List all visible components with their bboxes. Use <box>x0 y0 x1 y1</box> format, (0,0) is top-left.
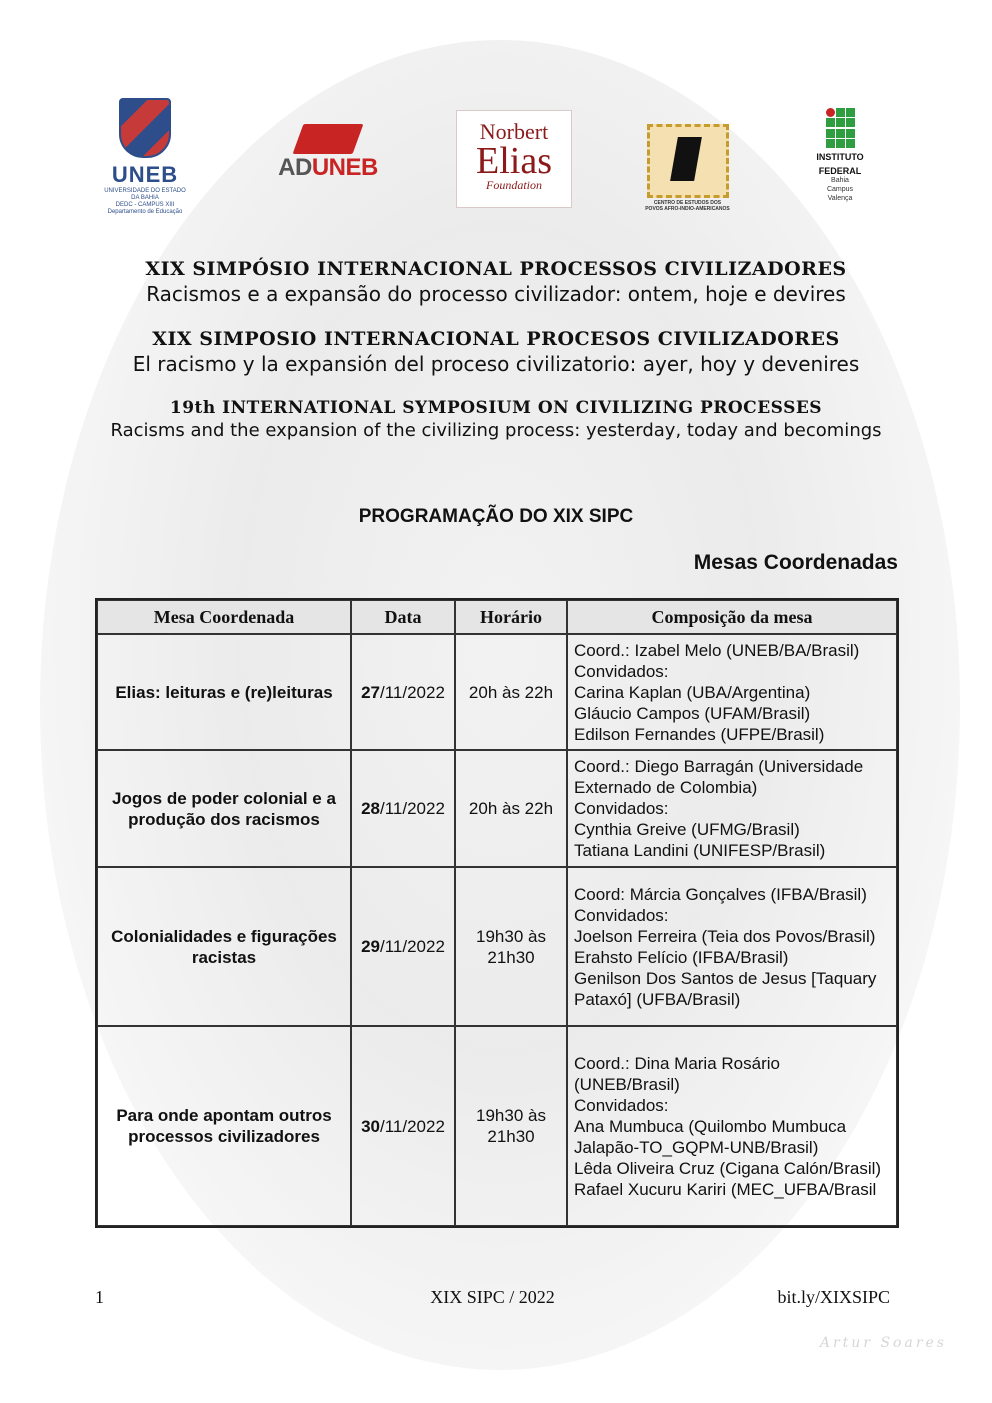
composition-line: Tatiana Landini (UNIFESP/Brasil) <box>574 841 826 860</box>
header-data: Data <box>351 600 455 634</box>
mesa-composition <box>567 750 897 867</box>
aduneb-logo: ADUNEB <box>268 124 388 182</box>
composition-line: Lêda Oliveira Cruz (Cigana Calón/Brasil) <box>574 1158 882 1178</box>
composition-line: Rafael Xucuru Kariri (MEC_UFBA/Brasil <box>574 1179 877 1199</box>
mesa-date: 28/11/2022 <box>351 750 455 867</box>
composition-line: Convidados: <box>574 1095 669 1115</box>
subtitle-en: Racisms and the expansion of the civilizing process: yesterday, today and becomings <box>110 420 882 441</box>
header-composicao: Composição da mesa <box>567 600 897 634</box>
table-row <box>97 1026 897 1226</box>
header-mesa: Mesa Coordenada <box>97 600 351 634</box>
composition-line: Coord.: Diego Barragán (Universidade Externado de Colombia) <box>574 757 864 797</box>
title-en: 19th INTERNATIONAL SYMPOSIUM ON CIVILIZING PROCESSES <box>169 398 823 418</box>
mesa-time: 20h às 22h <box>455 634 567 750</box>
schedule-table <box>95 598 899 1228</box>
cepaia-stamp-icon <box>647 124 729 198</box>
composition-line: Edilson Fernandes (UFPE/Brasil) <box>574 724 825 744</box>
table-row <box>97 867 897 1026</box>
mesa-composition <box>567 634 897 750</box>
composition-line: Convidados: <box>574 905 669 925</box>
title-block-es <box>60 328 932 376</box>
mesas-heading: Mesas Coordenadas <box>693 551 898 574</box>
composition-line: Ana Mumbuca (Quilombo Mumbuca Jalapão-TO_GQPM-UNB/Brasil) <box>574 1116 847 1157</box>
title-block-pt <box>60 258 932 306</box>
composition-line: Convidados: <box>574 661 669 681</box>
subtitle-es: El racismo y la expansión del proceso civilizatorio: ayer, hoy y devenires <box>132 352 860 376</box>
footer-link[interactable]: bit.ly/XIXSIPC <box>777 1287 890 1307</box>
logo-bar <box>0 98 992 223</box>
mesa-composition <box>567 1026 897 1226</box>
mesa-title: Elias: leituras e (re)leituras <box>97 634 351 750</box>
composition-line: Coord.: Dina Maria Rosário (UNEB/Brasil) <box>574 1053 780 1094</box>
mesa-time: 20h às 22h <box>455 750 567 867</box>
footer-center: XIX SIPC / 2022 <box>430 1287 555 1307</box>
page-number: 1 <box>95 1287 104 1307</box>
mesa-composition <box>567 867 897 1026</box>
programacao-heading: PROGRAMAÇÃO DO XIX SIPC <box>358 506 634 527</box>
composition-line: Convidados: <box>574 799 669 818</box>
mesa-date: 27/11/2022 <box>351 634 455 750</box>
mesa-title: Para onde apontam outros processos civilizadores <box>97 1026 351 1226</box>
flag-icon <box>293 124 364 154</box>
composition-line: Gláucio Campos (UFAM/Brasil) <box>574 703 811 723</box>
subtitle-pt: Racismos e a expansão do processo civilizador: ontem, hoje e devires <box>146 282 846 306</box>
mesa-title: Colonialidades e figurações racistas <box>97 867 351 1026</box>
composition-line: Genilson Dos Santos de Jesus [Taquary Pataxó] (UFBA/Brasil) <box>574 968 877 1009</box>
composition-line: Joelson Ferreira (Teia dos Povos/Brasil) <box>574 926 876 946</box>
watermark-signature: Artur Soares <box>819 1335 947 1351</box>
table-row <box>97 750 897 867</box>
table-row <box>97 634 897 750</box>
uneb-logo: UNEB UNIVERSIDADE DO ESTADO DA BAHIA DEDC - CAMPUS XIII Departamento de Educação <box>100 98 190 216</box>
symposium-titles <box>60 258 932 463</box>
norbert-elias-foundation-logo: Norbert Elias Foundation <box>456 110 572 208</box>
header-horario: Horário <box>455 600 567 634</box>
mesa-time: 19h30 às 21h30 <box>455 867 567 1026</box>
mesa-title: Jogos de poder colonial e a produção dos racismos <box>97 750 351 867</box>
title-es: XIX SIMPOSIO INTERNACIONAL PROCESOS CIVILIZADORES <box>152 328 840 350</box>
title-pt: XIX SIMPÓSIO INTERNACIONAL PROCESSOS CIVILIZADORES <box>145 258 847 280</box>
cepaia-logo: CENTRO DE ESTUDOS DOS POVOS AFRO-INDIO-AMERICANOS <box>645 124 730 212</box>
table-header-row <box>97 600 897 634</box>
mesa-date: 30/11/2022 <box>351 1026 455 1226</box>
ifba-grid-icon <box>825 108 855 148</box>
ifba-logo: INSTITUTO FEDERAL Bahia Campus Valença <box>804 108 876 203</box>
composition-line: Coord.: Izabel Melo (UNEB/BA/Brasil) <box>574 640 860 660</box>
uneb-crest-icon <box>119 98 171 158</box>
mesa-time: 19h30 às 21h30 <box>455 1026 567 1226</box>
title-block-en <box>60 398 932 441</box>
composition-line: Erahsto Felício (IFBA/Brasil) <box>574 947 789 967</box>
composition-line: Carina Kaplan (UBA/Argentina) <box>574 682 811 702</box>
mesa-date: 29/11/2022 <box>351 867 455 1026</box>
composition-line: Cynthia Greive (UFMG/Brasil) <box>574 820 800 839</box>
composition-line: Coord: Márcia Gonçalves (IFBA/Brasil) <box>574 884 867 904</box>
